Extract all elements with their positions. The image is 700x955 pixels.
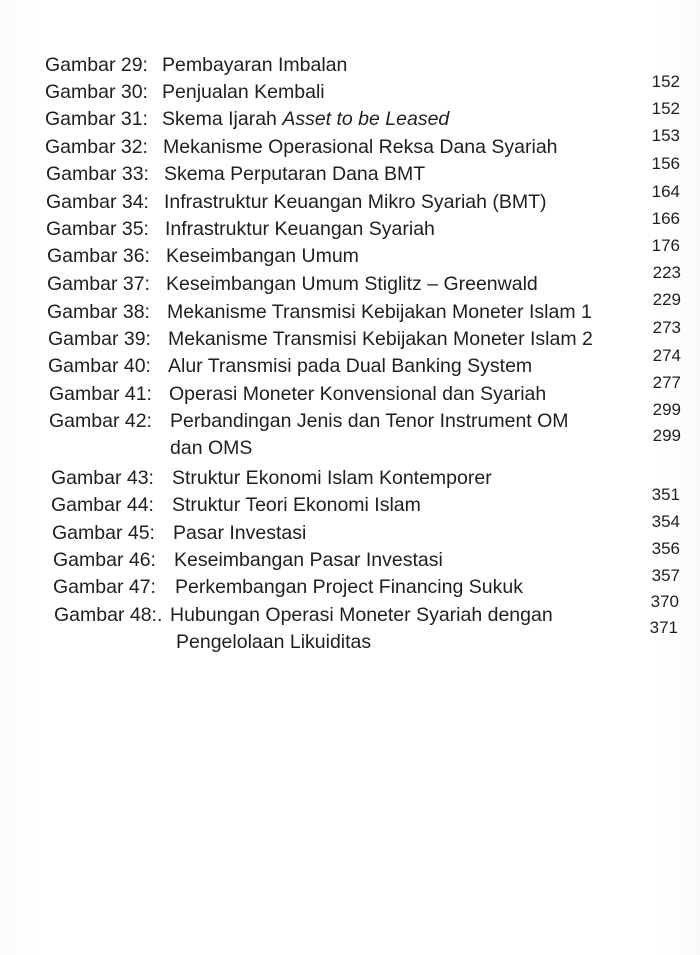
list-item (52, 520, 652, 546)
figure-title: Keseimbangan Umum Stiglitz – Greenwald (166, 273, 538, 295)
figure-page-number: 277 (652, 373, 681, 392)
list-item (51, 465, 651, 491)
figure-page-number: 273 (652, 318, 681, 337)
list-item (45, 106, 645, 132)
list-item (46, 189, 646, 215)
list-item (47, 299, 647, 325)
list-item-continuation (49, 435, 649, 461)
figure-page-number: 176 (651, 236, 680, 255)
list-item (46, 216, 646, 242)
figure-page-number: 354 (651, 512, 680, 531)
figure-label: Gambar 48:. (54, 604, 163, 626)
figure-title: Operasi Moneter Konvensional dan Syariah (169, 383, 547, 405)
figure-title: Infrastruktur Keuangan Syariah (165, 218, 435, 240)
figure-page-number: 223 (652, 263, 681, 282)
list-item (46, 161, 646, 187)
list-item (48, 353, 648, 379)
list-item (53, 574, 653, 600)
list-item (54, 602, 654, 628)
figure-page-number: 229 (652, 290, 681, 309)
list-item (47, 243, 647, 269)
list-item (47, 271, 647, 297)
list-item (48, 326, 648, 352)
figure-title: Pasar Investasi (173, 522, 307, 544)
figure-label: Gambar 42: (49, 410, 152, 432)
figure-title: Perkembangan Project Financing Sukuk (175, 576, 523, 598)
list-item-continuation (54, 629, 654, 655)
figure-title: Perbandingan Jenis dan Tenor Instrument OM (170, 410, 569, 432)
figure-title: Mekanisme Transmisi Kebijakan Moneter Islam 2 (168, 328, 593, 350)
figure-title-line2: Pengelolaan Likuiditas (176, 631, 372, 653)
figure-title: Hubungan Operasi Moneter Syariah dengan (170, 604, 553, 626)
figure-title-italic: Asset to be Leased (282, 108, 450, 130)
figure-page-number: 274 (652, 346, 681, 365)
figure-title: Keseimbangan Umum (166, 245, 359, 267)
list-item (49, 381, 649, 407)
figure-title: Mekanisme Operasional Reksa Dana Syariah (163, 136, 558, 158)
figure-label: Gambar 31: (45, 108, 148, 130)
figure-title: Infrastruktur Keuangan Mikro Syariah (BMT) (164, 191, 547, 213)
list-item (45, 52, 645, 78)
figure-label: Gambar 34: (46, 191, 149, 213)
list-item (45, 134, 645, 160)
figure-label: Gambar 44: (51, 494, 154, 516)
figure-label: Gambar 39: (48, 328, 151, 350)
list-item (45, 79, 645, 105)
figure-page-number: 371 (649, 618, 678, 637)
figure-title: Struktur Teori Ekonomi Islam (172, 494, 421, 516)
figure-title: Penjualan Kembali (162, 81, 325, 103)
list-item (53, 547, 653, 573)
figure-page-number: 351 (651, 485, 680, 504)
figure-page-number: 152 (651, 99, 680, 118)
figure-page-number: 152 (651, 72, 680, 91)
figure-page-number: 164 (651, 182, 680, 201)
figure-title: Keseimbangan Pasar Investasi (174, 549, 443, 571)
figure-page-number: 299 (652, 426, 681, 445)
figure-label: Gambar 40: (48, 355, 151, 377)
figure-label: Gambar 33: (46, 163, 149, 185)
figure-page-number: 357 (651, 566, 680, 585)
figure-label: Gambar 46: (53, 549, 156, 571)
figure-title: Alur Transmisi pada Dual Banking System (168, 355, 533, 377)
figure-page-number: 166 (651, 209, 680, 228)
figure-label: Gambar 30: (45, 81, 148, 103)
figure-label: Gambar 45: (52, 522, 155, 544)
figure-label: Gambar 35: (46, 218, 149, 240)
figure-title-line2: dan OMS (170, 437, 253, 459)
figure-label: Gambar 32: (45, 136, 148, 158)
figure-label: Gambar 37: (47, 273, 150, 295)
figure-page-number: 156 (651, 154, 680, 173)
figure-title: Struktur Ekonomi Islam Kontemporer (172, 467, 492, 489)
list-item (49, 408, 649, 434)
figure-label: Gambar 41: (49, 383, 152, 405)
figure-page-number: 153 (651, 126, 680, 145)
figure-label: Gambar 38: (47, 301, 150, 323)
figure-title (162, 106, 449, 132)
figure-label: Gambar 43: (51, 467, 154, 489)
figure-page-number: 356 (651, 539, 680, 558)
figure-label: Gambar 29: (45, 54, 148, 76)
figure-label: Gambar 47: (53, 576, 156, 598)
list-item (51, 492, 651, 518)
figure-page-number: 370 (650, 592, 679, 611)
figure-page-number: 299 (652, 400, 681, 419)
figure-label: Gambar 36: (47, 245, 150, 267)
figure-title-text: Skema Ijarah (162, 108, 283, 130)
figure-title: Skema Perputaran Dana BMT (164, 163, 426, 185)
figure-title: Pembayaran Imbalan (162, 54, 348, 76)
figure-title: Mekanisme Transmisi Kebijakan Moneter Islam 1 (167, 301, 592, 323)
